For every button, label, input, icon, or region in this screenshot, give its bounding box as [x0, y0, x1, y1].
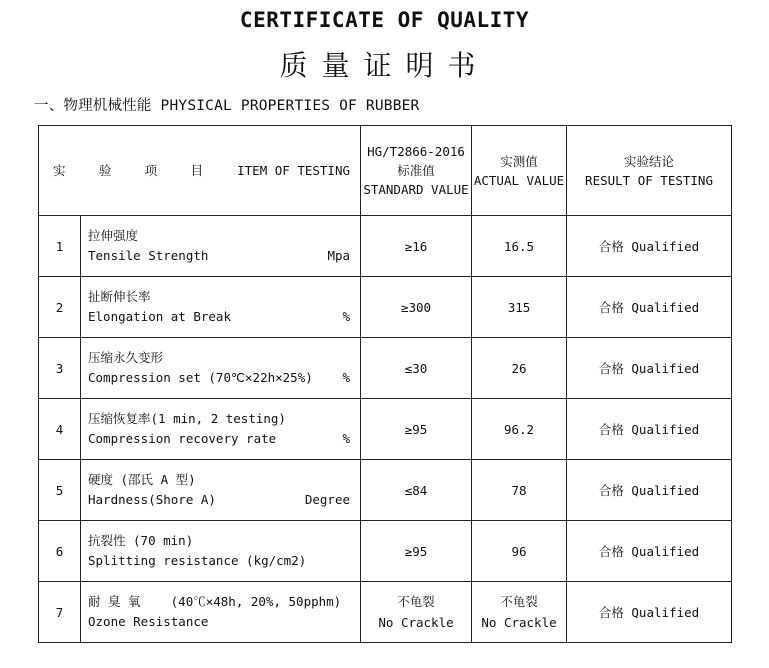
row-number: 4 — [39, 399, 81, 460]
row-standard: ≤30 — [361, 338, 472, 399]
row-number: 1 — [39, 216, 81, 277]
row-result: 合格 Qualified — [567, 582, 732, 643]
row-item-cn: 拉伸强度 — [88, 228, 139, 243]
header-standard-code: HG/T2866-2016 — [367, 144, 465, 159]
row-actual-en: No Crackle — [481, 615, 557, 630]
row-item — [81, 582, 361, 643]
table-row — [39, 338, 732, 399]
row-result: 合格 Qualified — [567, 460, 732, 521]
row-item-cn: 扯断伸长率 — [88, 289, 151, 304]
row-item-en: Tensile Strength — [88, 248, 209, 263]
row-actual: 26 — [472, 338, 567, 399]
row-item-en: Elongation at Break — [88, 309, 231, 324]
row-item-cn: 耐 臭 氧 (40℃×48h, 20%, 50pphm) — [88, 594, 342, 609]
row-unit: Mpa — [327, 248, 351, 263]
properties-table — [38, 125, 732, 643]
table-row — [39, 216, 732, 277]
row-number: 2 — [39, 277, 81, 338]
header-item-cn-char: 验 — [98, 163, 112, 178]
row-item-en: Splitting resistance (kg/cm2) — [88, 553, 307, 568]
header-actual-en: ACTUAL VALUE — [473, 172, 565, 188]
row-item — [81, 216, 361, 277]
row-standard: ≥300 — [361, 277, 472, 338]
table-row — [39, 460, 732, 521]
row-standard-cn: 不龟裂 — [397, 594, 435, 609]
header-standard-cn: 标准值 — [397, 163, 435, 178]
row-standard-en: No Crackle — [378, 615, 454, 630]
row-result: 合格 Qualified — [567, 521, 732, 582]
row-item-en: Hardness(Shore A) — [88, 492, 216, 507]
certificate-title-cn: 质量证明书 — [279, 49, 490, 82]
row-item — [81, 277, 361, 338]
row-actual: 78 — [472, 460, 567, 521]
certificate-title-en: CERTIFICATE OF QUALITY — [239, 8, 530, 32]
row-result: 合格 Qualified — [567, 399, 732, 460]
row-item-en: Ozone Resistance — [88, 614, 209, 629]
row-actual: 16.5 — [472, 216, 567, 277]
row-number: 3 — [39, 338, 81, 399]
row-actual — [472, 582, 567, 643]
header-result-en: RESULT OF TESTING — [585, 172, 713, 188]
row-standard: ≥16 — [361, 216, 472, 277]
table-row — [39, 582, 732, 643]
table-row — [39, 521, 732, 582]
row-number: 6 — [39, 521, 81, 582]
header-item-en: ITEM OF TESTING — [237, 163, 351, 178]
header-actual-cn: 实测值 — [500, 153, 538, 169]
row-actual: 315 — [472, 277, 567, 338]
header-item-cn-char: 实 — [53, 163, 66, 178]
row-item — [81, 521, 361, 582]
row-unit: Degree — [304, 492, 351, 507]
row-standard: ≥95 — [361, 399, 472, 460]
header-result — [567, 126, 732, 216]
row-result: 合格 Qualified — [567, 277, 732, 338]
header-standard-en: STANDARD VALUE — [363, 182, 469, 197]
header-item-of-testing — [39, 126, 361, 216]
row-standard: ≥95 — [361, 521, 472, 582]
header-result-cn: 实验结论 — [624, 153, 675, 169]
section-title: 一、物理机械性能 PHYSICAL PROPERTIES OF RUBBER — [34, 98, 420, 114]
row-unit: % — [342, 370, 351, 385]
row-result: 合格 Qualified — [567, 338, 732, 399]
row-standard: ≤84 — [361, 460, 472, 521]
row-number: 7 — [39, 582, 81, 643]
header-actual-value — [472, 126, 567, 216]
row-item-cn: 压缩恢复率(1 min, 2 testing) — [88, 411, 286, 426]
row-item-en: Compression recovery rate — [88, 431, 277, 446]
row-item — [81, 399, 361, 460]
row-item — [81, 460, 361, 521]
row-item-en: Compression set (70℃×22h×25%) — [88, 370, 313, 385]
row-number: 5 — [39, 460, 81, 521]
row-actual: 96 — [472, 521, 567, 582]
table-row — [39, 399, 732, 460]
table-row — [39, 277, 732, 338]
row-standard — [361, 582, 472, 643]
row-unit: % — [342, 309, 351, 324]
row-actual: 96.2 — [472, 399, 567, 460]
table-header-row — [39, 126, 732, 216]
row-item-cn: 压缩永久变形 — [88, 350, 164, 365]
header-standard-value — [361, 126, 472, 216]
header-item-cn-char: 目 — [190, 163, 204, 178]
row-item — [81, 338, 361, 399]
header-item-cn-char: 项 — [144, 163, 158, 178]
row-item-cn: 抗裂性 (70 min) — [88, 533, 194, 548]
row-unit: % — [342, 431, 351, 446]
row-actual-cn: 不龟裂 — [500, 594, 538, 609]
row-result: 合格 Qualified — [567, 216, 732, 277]
row-item-cn: 硬度 (邵氏 A 型) — [88, 472, 196, 487]
